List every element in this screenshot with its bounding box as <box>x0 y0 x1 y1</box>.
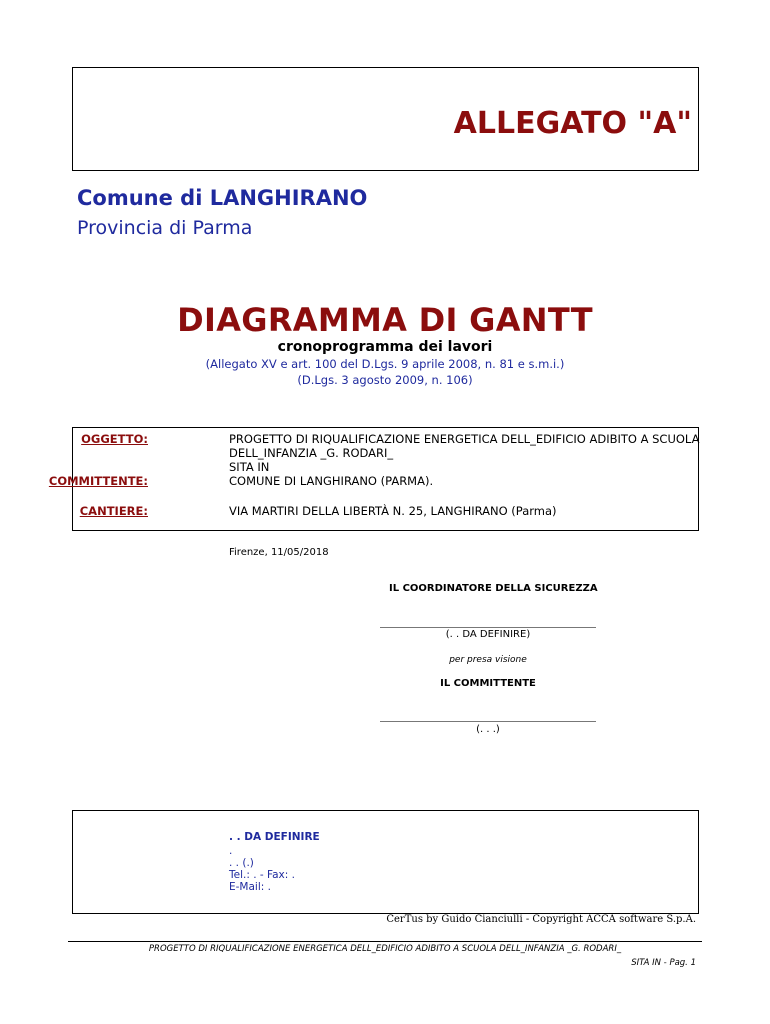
document-title: DIAGRAMMA DI GANTT <box>177 301 593 339</box>
contact-name: . . DA DEFINIRE <box>229 831 320 843</box>
coordinatore-signature-line <box>380 627 596 628</box>
document-subtitle: cronoprogramma dei lavori <box>277 339 493 355</box>
committente-label: COMMITTENTE: <box>48 474 148 488</box>
oggetto-line-3: SITA IN <box>229 460 270 474</box>
committente-signature-line <box>380 721 596 722</box>
oggetto-label: OGGETTO: <box>81 432 148 446</box>
footer-divider <box>68 941 702 942</box>
committente-value: COMUNE DI LANGHIRANO (PARMA). <box>229 474 434 488</box>
coordinatore-name: (. . DA DEFINIRE) <box>445 629 531 640</box>
legal-reference-2: (D.Lgs. 3 agosto 2009, n. 106) <box>297 373 473 387</box>
contact-box <box>72 810 699 914</box>
legal-reference-1: (Allegato XV e art. 100 del D.Lgs. 9 aprile 2008, n. 81 e s.m.i.) <box>205 357 565 371</box>
software-copyright: CerTus by Guido Cianciulli - Copyright ACCA software S.p.A. <box>386 914 696 925</box>
contact-email: E-Mail: . <box>229 881 271 893</box>
coordinatore-title: IL COORDINATORE DELLA SICUREZZA <box>389 583 598 594</box>
cantiere-label: CANTIERE: <box>79 504 148 518</box>
footer-project-title: PROGETTO DI RIQUALIFICAZIONE ENERGETICA DELL_EDIFICIO ADIBITO A SCUOLA DELL_INFANZIA _G. RODARI_ <box>148 944 622 954</box>
contact-phone: Tel.: . - Fax: . <box>229 869 295 881</box>
cantiere-value: VIA MARTIRI DELLA LIBERTÀ N. 25, LANGHIRANO (Parma) <box>229 504 557 518</box>
comune-name: Comune di LANGHIRANO <box>77 186 368 210</box>
provincia-name: Provincia di Parma <box>77 217 253 239</box>
header-box <box>72 67 699 171</box>
contact-line-1: . <box>229 845 233 857</box>
contact-line-2: . . (.) <box>229 857 254 869</box>
project-info-box <box>48 427 700 531</box>
presa-visione: per presa visione <box>449 655 527 665</box>
footer-page-number: SITA IN - Pag. 1 <box>631 958 696 968</box>
committente-title: IL COMMITTENTE <box>440 678 536 689</box>
oggetto-line-2: DELL_INFANZIA _G. RODARI_ <box>229 446 394 460</box>
committente-name: (. . .) <box>476 724 500 735</box>
place-date: Firenze, 11/05/2018 <box>229 547 329 558</box>
allegato-title: ALLEGATO "A" <box>453 106 692 141</box>
oggetto-line-1: PROGETTO DI RIQUALIFICAZIONE ENERGETICA DELL_EDIFICIO ADIBITO A SCUOLA <box>229 432 700 446</box>
